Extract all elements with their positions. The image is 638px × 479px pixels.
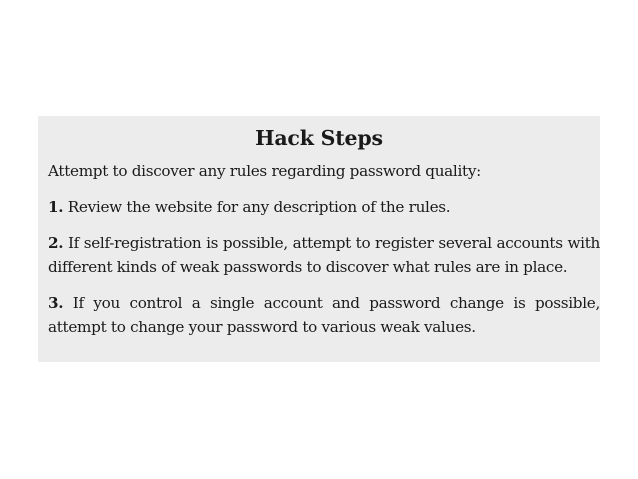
step-3 — [48, 291, 600, 339]
step-text: If self-registration is possible, attempt to register several accounts with different kinds of weak passwords to discover what rules are in place. — [48, 234, 600, 276]
step-2 — [48, 231, 600, 279]
hack-steps-box — [38, 116, 600, 362]
step-1 — [48, 195, 600, 219]
intro-text: Attempt to discover any rules regarding password quality: — [48, 162, 481, 180]
step-number: 2. — [48, 234, 64, 252]
step-number: 1. — [48, 198, 64, 216]
step-number: 3. — [48, 294, 64, 312]
step-text: Review the website for any description of the rules. — [67, 198, 451, 216]
step-text: If you control a single account and password change is possible, attempt to change your password to various weak values. — [48, 294, 600, 336]
box-title: Hack Steps — [255, 126, 383, 150]
